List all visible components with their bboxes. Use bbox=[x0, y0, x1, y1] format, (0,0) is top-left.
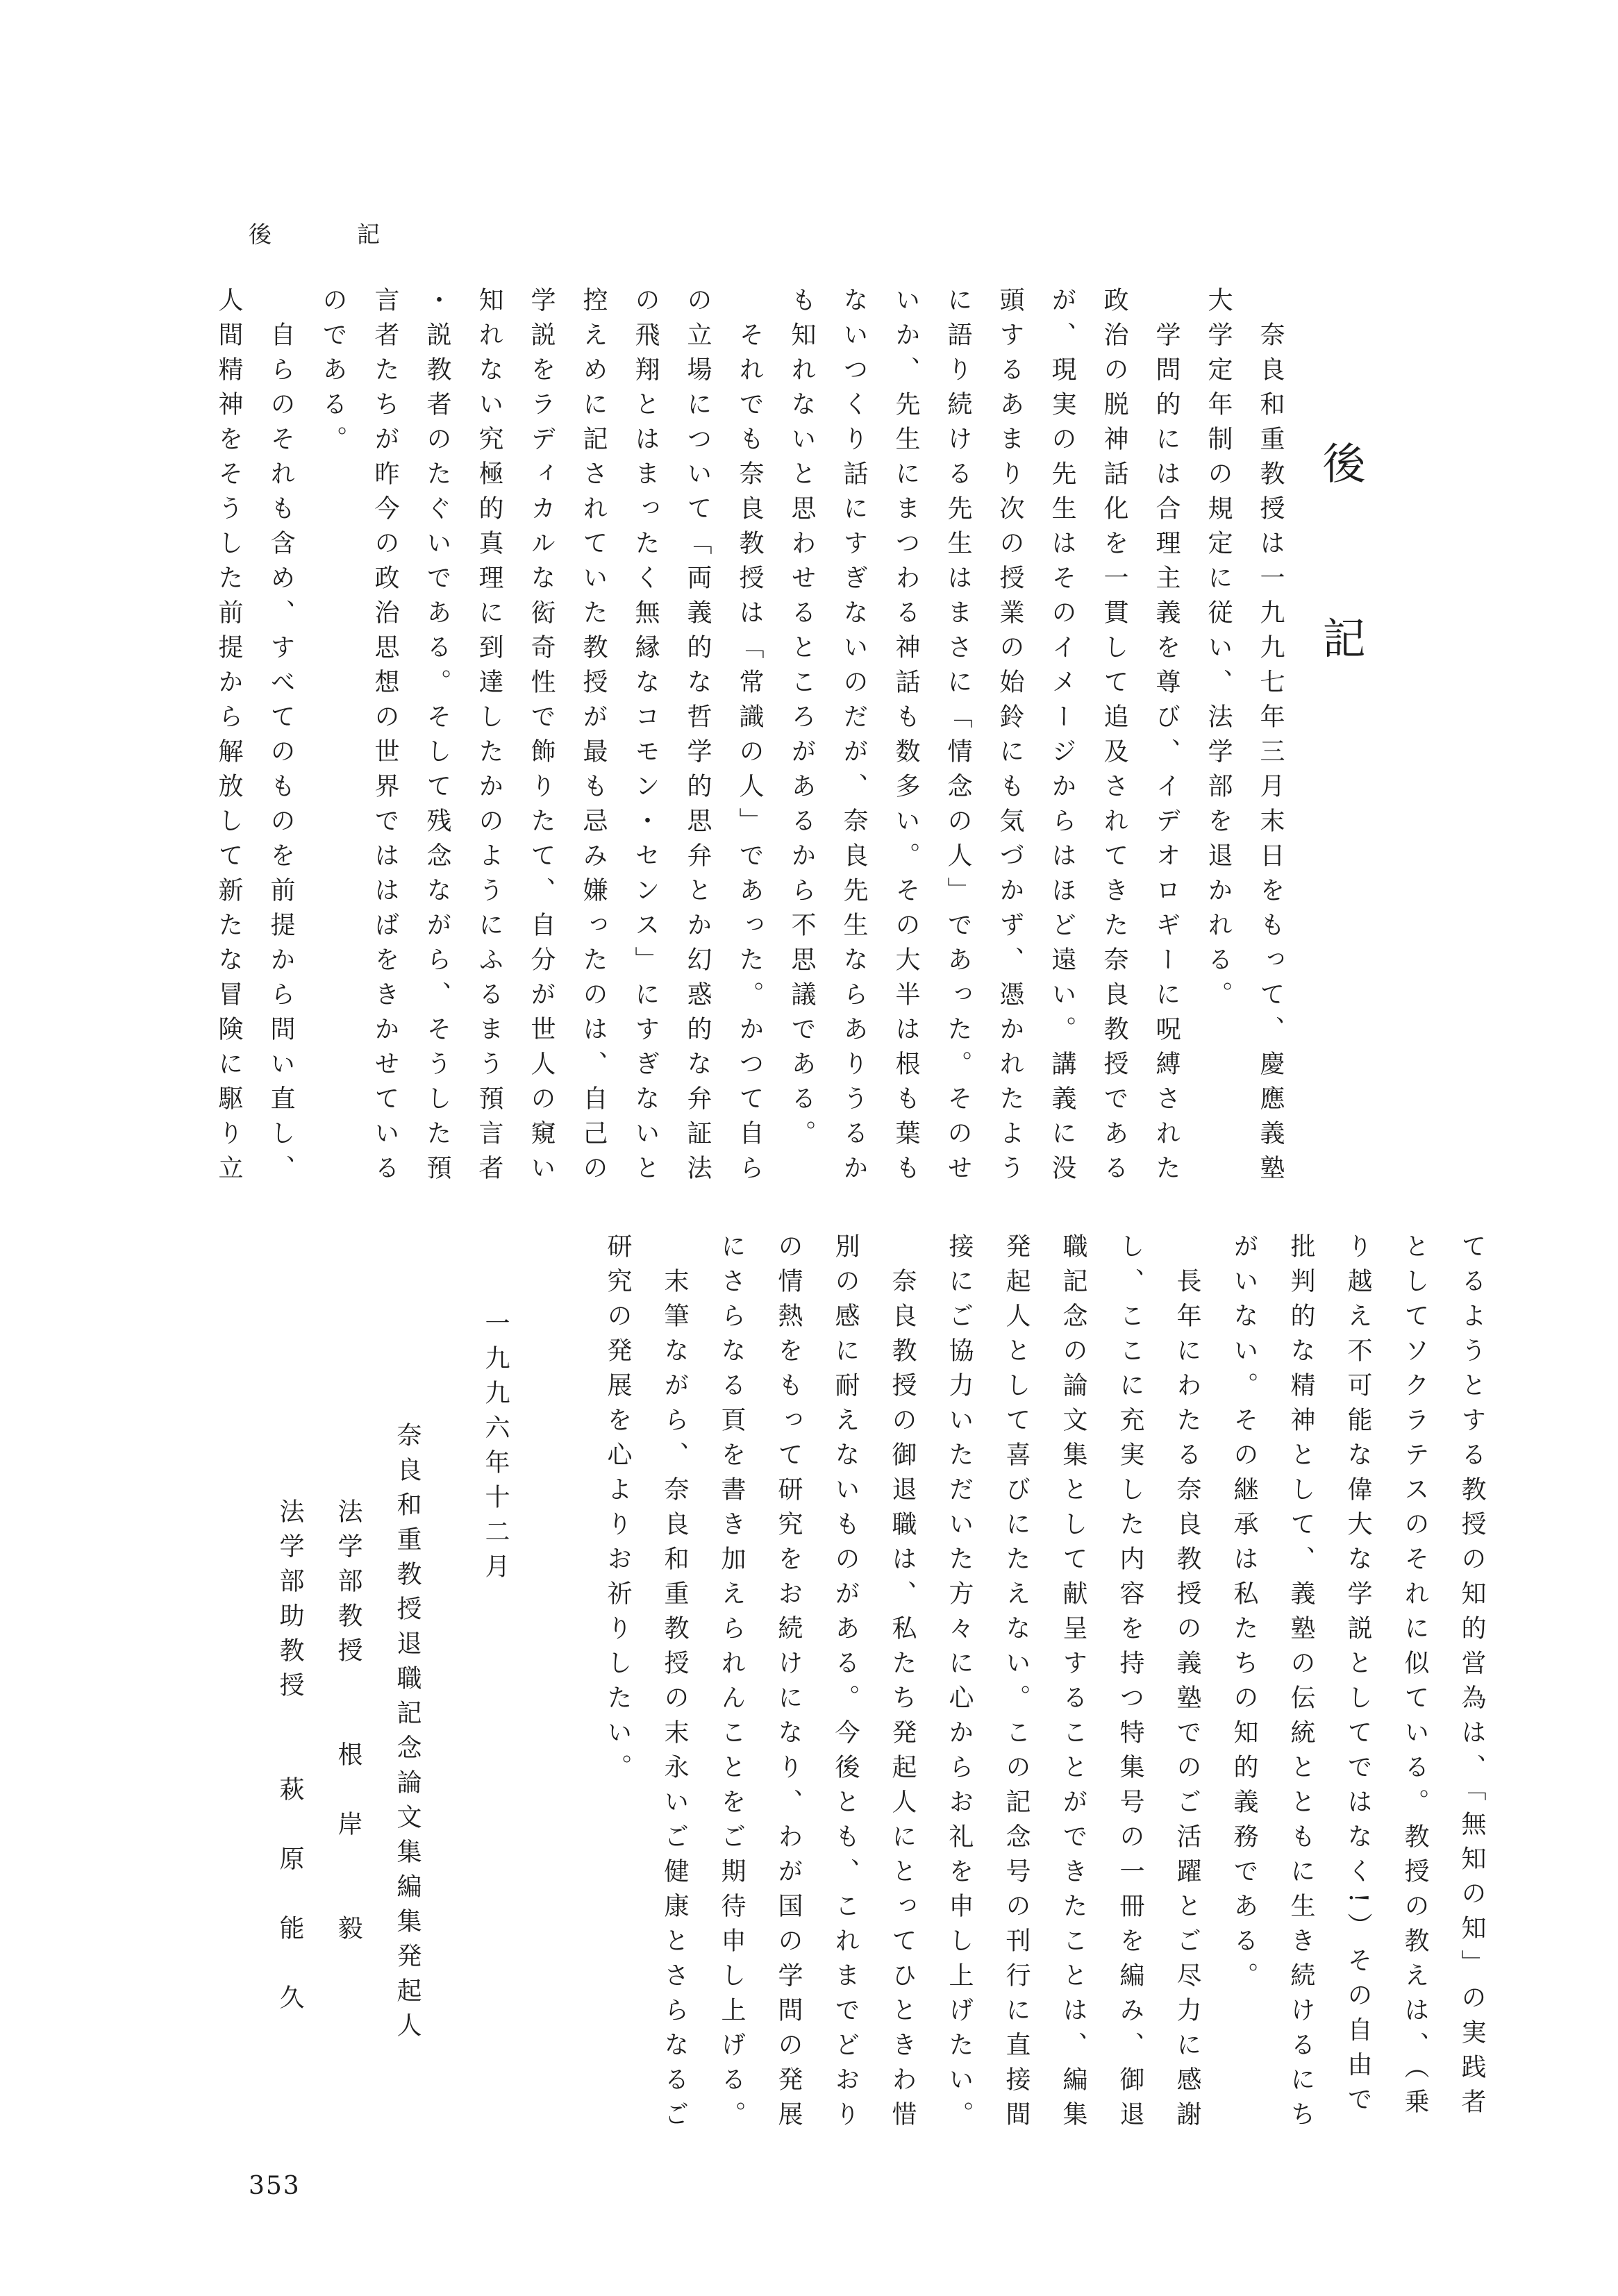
signature-professor-1: 法学部教授 根 岸 毅 bbox=[334, 1498, 362, 1950]
text-column: 奈良和重教授は一九九七年三月末日をもって、慶應義塾 bbox=[1256, 287, 1285, 1189]
text-column: 言者たちが昨今の政治思想の世界でははばをきかせている bbox=[371, 287, 399, 1189]
text-column: にさらなる頁を書き加えられんことをご期待申し上げる。 bbox=[717, 1233, 746, 2136]
text-column: てるようとする教授の知的営為は、「無知の知」の実践者 bbox=[1458, 1233, 1486, 2123]
text-column: 知れない究極的真理に到達したかのようにふるまう預言者 bbox=[475, 287, 503, 1189]
text-column: に語り続ける先生はまさに「情念の人」であった。そのせ bbox=[944, 287, 972, 1189]
text-column: 批判的な精神として、義塾の伝統とともに生き続けるにち bbox=[1287, 1233, 1315, 2136]
text-column: が、現実の先生はそのイメージからはほど遠い。講義に没 bbox=[1048, 287, 1076, 1189]
text-column: 別の感に耐えないものがある。今後とも、これまでどおり bbox=[831, 1233, 860, 2136]
text-column: 大学定年制の規定に従い、法学部を退かれる。 bbox=[1204, 287, 1233, 1016]
text-column: の情熱をもって研究をお続けになり、わが国の学問の発展 bbox=[774, 1233, 803, 2136]
committee-line: 奈良和重教授退職記念論文集編集発起人 bbox=[393, 1422, 422, 2047]
text-column: 接にご協力いただいた方々に心からお礼を申し上げたい。 bbox=[945, 1233, 974, 2136]
body-text-lower-block bbox=[589, 1233, 1500, 2136]
text-column: 政治の脱神話化を一貫して追及されてきた奈良教授である bbox=[1100, 287, 1128, 1189]
text-column: の飛翔とはまったく無縁なコモン・センス」にすぎないと bbox=[631, 287, 660, 1189]
text-column: がいない。その継承は私たちの知的義務である。 bbox=[1230, 1233, 1258, 1997]
text-column: ないつくり話にすぎないのだが、奈良先生ならありうるか bbox=[840, 287, 868, 1189]
text-column: ・説教者のたぐいである。そして残念ながら、そうした預 bbox=[423, 287, 451, 1189]
text-column: いか、先生にまつわる神話も数多い。その大半は根も葉も bbox=[892, 287, 920, 1189]
text-column: 末筆ながら、奈良和重教授の末永いご健康とさらなるご bbox=[660, 1233, 689, 2136]
text-column: 発起人として喜びにたえない。この記念号の刊行に直接間 bbox=[1002, 1233, 1031, 2136]
text-column: 控えめに記されていた教授が最も忌み嫌ったのは、自己の bbox=[579, 287, 608, 1189]
date-line: 一九九六年十二月 bbox=[481, 1310, 510, 1588]
page-number: 353 bbox=[249, 2172, 301, 2200]
text-column: の立場について「両義的な哲学的思弁とか幻惑的な弁証法 bbox=[683, 287, 712, 1189]
text-column: 奈良教授の御退職は、私たち発起人にとってひときわ惜 bbox=[888, 1233, 917, 2136]
text-column: し、ここに充実した内容を持つ特集号の一冊を編み、御退 bbox=[1116, 1233, 1144, 2136]
text-column: 自らのそれも含め、すべてのものを前提から問い直し、 bbox=[267, 287, 295, 1189]
text-column: のである。 bbox=[319, 287, 347, 460]
text-column: それでも奈良教授は「常識の人」であった。かつて自ら bbox=[735, 287, 764, 1189]
text-column: 頭するあまり次の授業の始鈴にも気づかず、憑かれたよう bbox=[996, 287, 1024, 1189]
signature-professor-2: 法学部助教授 萩 原 能 久 bbox=[276, 1498, 304, 2019]
running-header: 後 記 bbox=[249, 221, 411, 248]
text-column: も知れないと思わせるところがあるから不思議である。 bbox=[787, 287, 816, 1155]
text-column: 職記念の論文集として献呈することができたことは、編集 bbox=[1059, 1233, 1087, 2136]
text-column: 研究の発展を心よりお祈りしたい。 bbox=[603, 1233, 632, 1788]
text-column: 学説をラディカルな衒奇性で飾りたて、自分が世人の窺い bbox=[527, 287, 556, 1189]
text-column: 学問的には合理主義を尊び、イデオロギーに呪縛された bbox=[1152, 287, 1181, 1189]
text-column: り越え不可能な偉大な学説としてではなく!）その自由で bbox=[1344, 1233, 1372, 2121]
page-title: 後 記 bbox=[1315, 441, 1366, 703]
text-column: 長年にわたる奈良教授の義塾でのご活躍とご尽力に感謝 bbox=[1173, 1233, 1201, 2136]
text-column: としてソクラテスのそれに似ている。教授の教えは、（乗 bbox=[1401, 1233, 1429, 2123]
body-text-upper-block bbox=[203, 287, 1296, 1189]
text-column: 人間精神をそうした前提から解放して新たな冒険に駆り立 bbox=[215, 287, 243, 1189]
